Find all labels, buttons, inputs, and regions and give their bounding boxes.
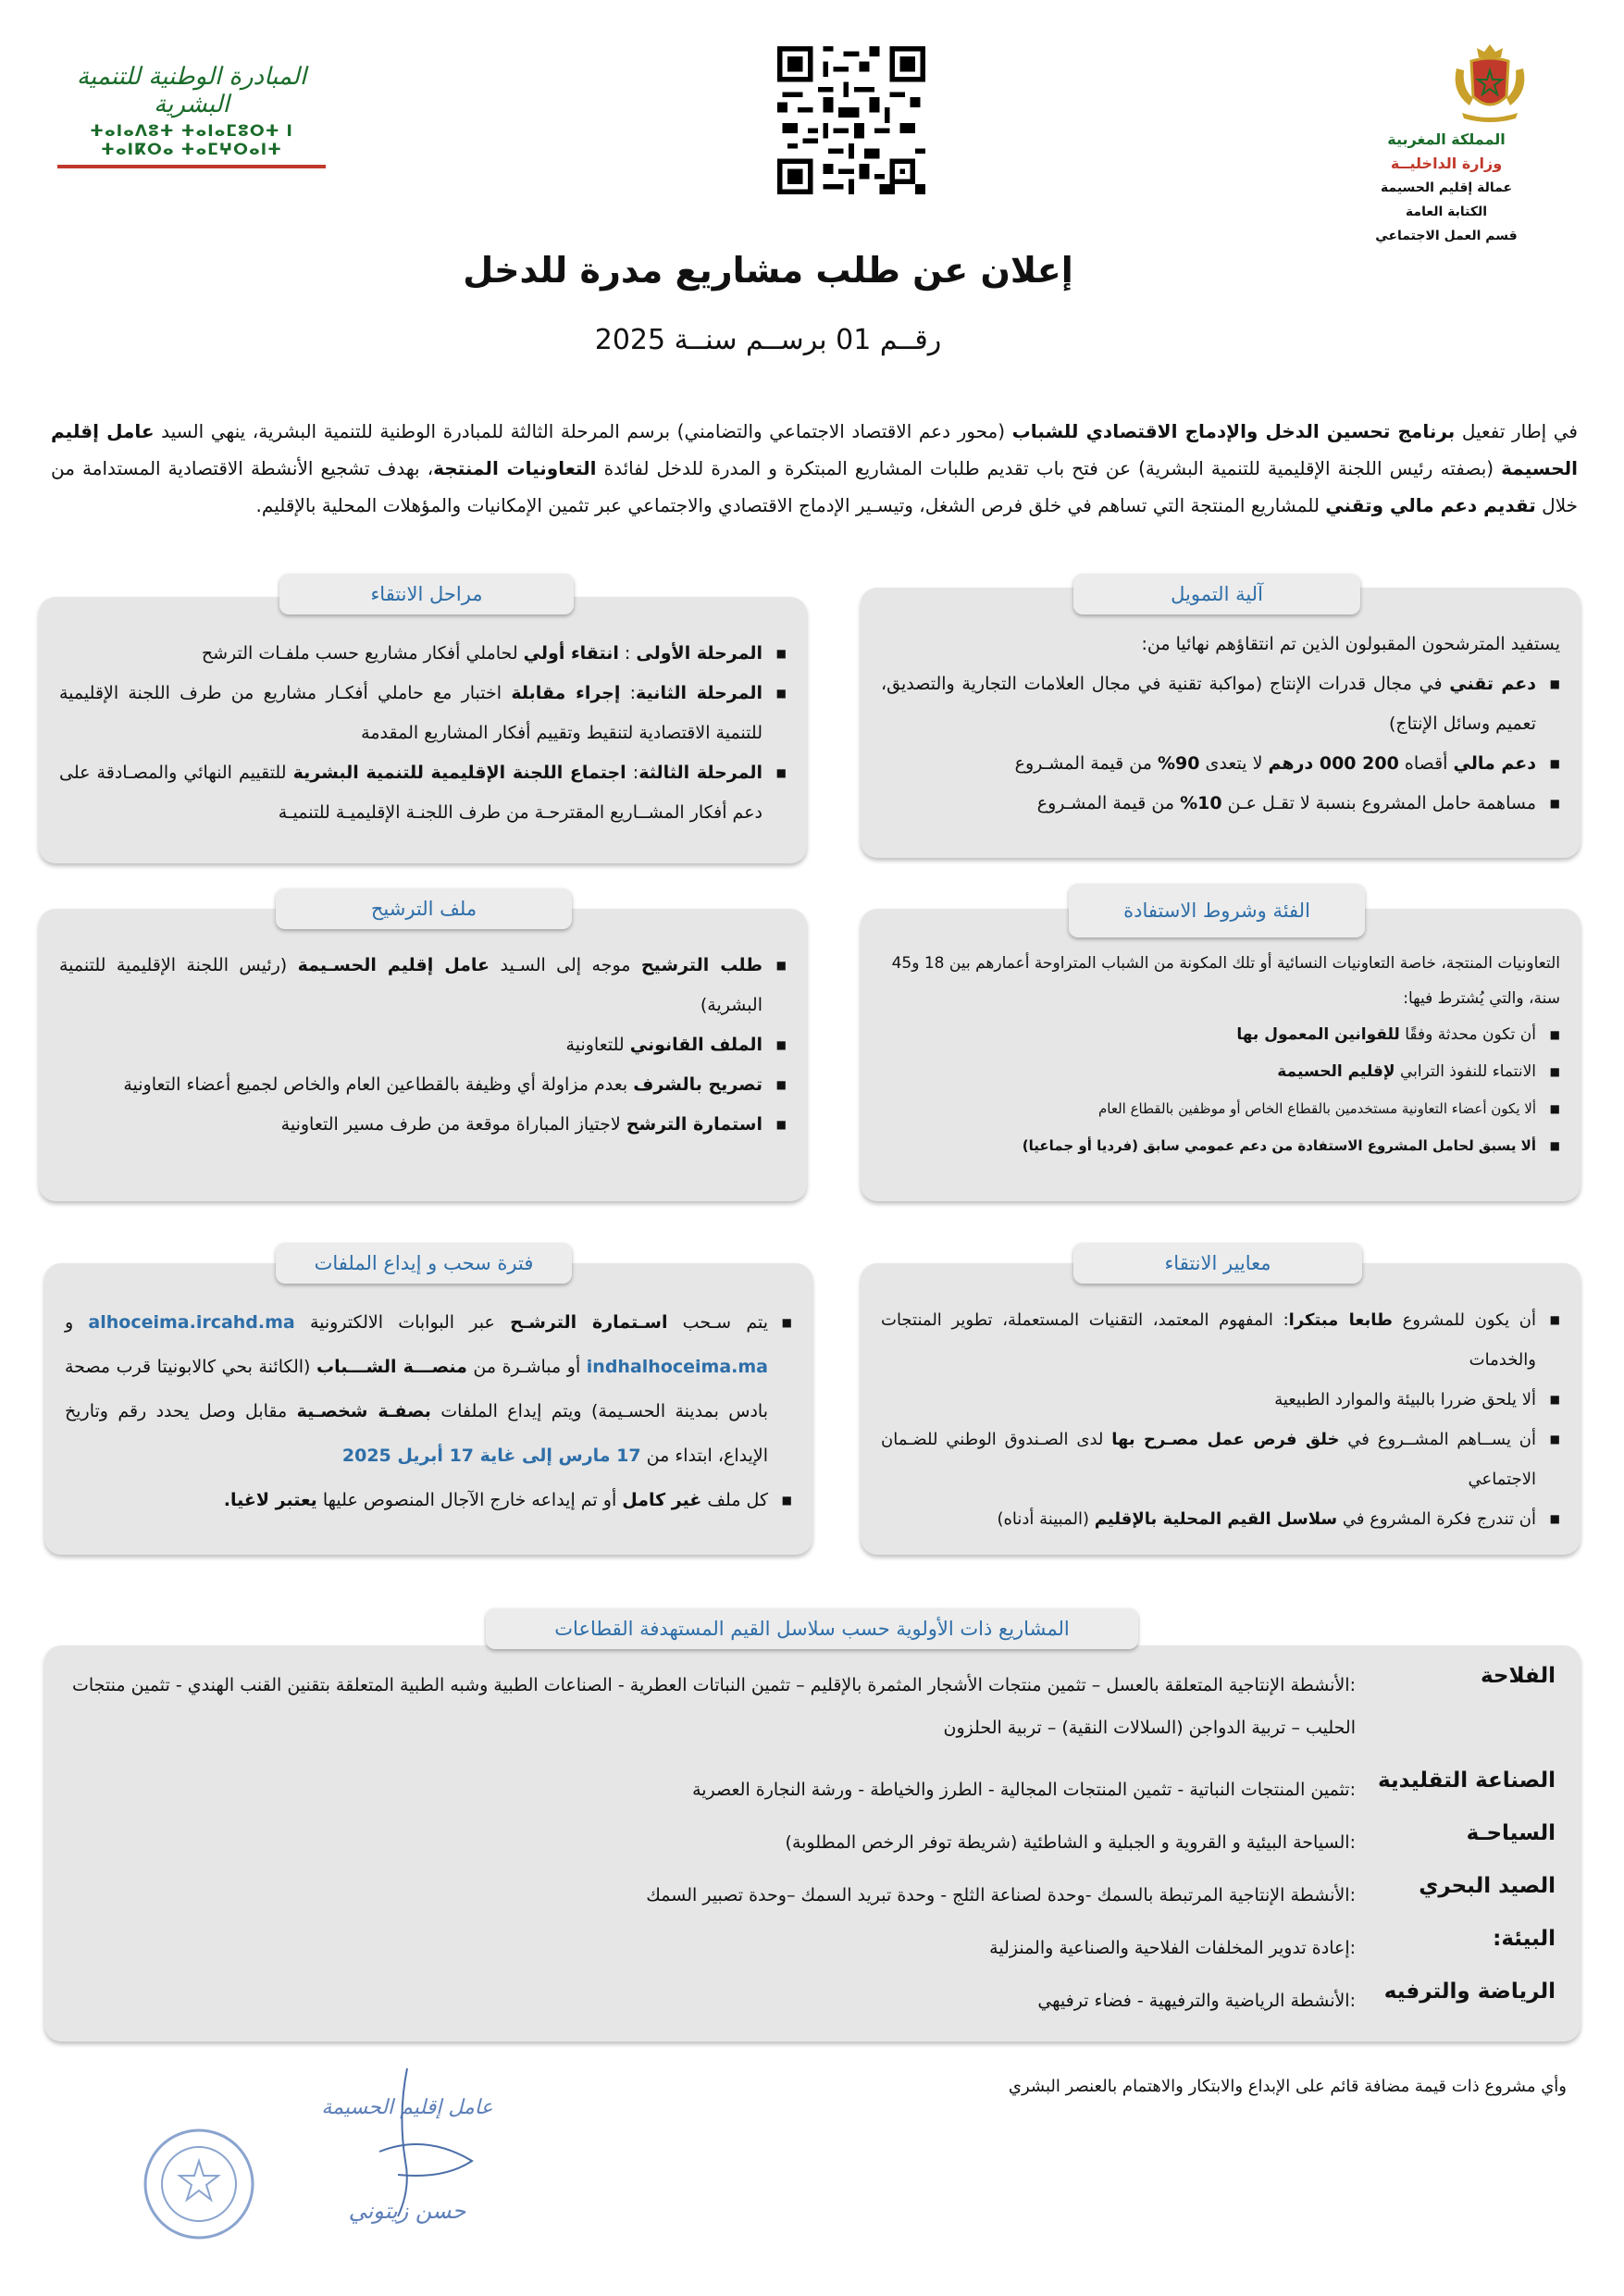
item-text: ألا يكون أعضاء التعاونية مستخدمين بالقطاع الخاص أو موظفين بالقطاع العام [1098,1100,1536,1117]
item-text: أن يكون للمشروع [1392,1310,1537,1330]
item-text: أو مباشـرة من [466,1357,587,1377]
list-item [881,1380,1560,1420]
application-file-panel [39,909,807,1201]
bold-text: إجراء مقابلة [511,683,621,703]
list-item [65,1478,792,1522]
criteria-list [881,1300,1560,1539]
bold-text: يعتبر لاغيا. [223,1490,317,1510]
bold-text: بصفـة شخصـية [296,1401,431,1421]
sector-name: الفلاحة [1480,1664,1556,1688]
item-text: (رئيس اللجنة الإقليمية للتنمية البشرية) [59,955,762,1015]
list-item [59,674,787,753]
bold-text: الملف القانوني [629,1035,762,1055]
list-item [881,1300,1560,1380]
priority-projects-tab: المشاريع ذات الأولوية حسب سلاسل القيم المستهدفة القطاعات [486,1608,1138,1649]
bold-text: تصريح بالشرف [633,1074,762,1095]
item-text: الانتماء للنفوذ الترابي [1395,1062,1536,1081]
intro-governor: عامل إقليم الحسيمة [51,420,1578,479]
sector-description: :السياحة البيئية و القروية و الجبلية و الشاطئية (شريطة توفر الرخص المطلوبة) [785,1832,1356,1853]
item-text: لدى الصـندوق الوطني للضـمان الاجتماعي [881,1430,1536,1489]
item-text: بعدم مزاولة أي وظيفة بالقطاعين العام والخاص لجميع أعضاء التعاونية [123,1074,634,1095]
selection-stages-tab: مراحل الانتقاء [279,574,574,614]
item-text: موجه إلى السـيد [490,955,641,975]
document-subtitle: رقــم 01 برســم سنــة 2025 [594,324,942,356]
intro-text: ، بهدف تشجيع الأنشطة الاقتصادية المستدامة من خلال [51,457,1578,516]
list-item [59,1065,787,1105]
list-item [881,784,1560,824]
sector-description: :الأنشطة الرياضية والترفيهية - فضاء ترفيهي [1037,1991,1356,2011]
bold-text: 200 000 درهم [1268,753,1399,774]
item-text: أن تندرج فكرة المشروع في [1337,1509,1536,1529]
list-item [881,1053,1560,1090]
item-text: : [618,643,637,664]
bold-text: طابعا مبتكرا [1288,1310,1393,1330]
bold-text: 10% [1180,793,1222,813]
bold-text: المرحلة الأولى [636,643,762,664]
intro-support: تقديم دعم مالي وتقني [1325,494,1536,516]
bold-text: سلاسل القيم المحلية بالإقليم [1094,1509,1338,1529]
stages-list [59,634,787,833]
portal-link-alhoceima[interactable]: alhoceima.ircahd.ma [88,1312,295,1333]
list-item [881,1420,1560,1499]
list-item [59,1105,787,1145]
sector-name: الصناعة التقليدية [1378,1769,1556,1793]
bold-text: المرحلة الثالثة [638,763,762,783]
sector-description: :الأنشطة الإنتاجية المرتبطة بالسمك -وحدة لصناعة الثلج - وحدة تبريد السمك –وحدة تصبير السمك [646,1885,1356,1905]
item-text: لحاملي أفكار مشاريع حسب ملفـات الترشح [201,643,524,664]
list-item [65,1300,792,1478]
bold-text: لإقليم الحسيمة [1277,1062,1395,1081]
list-item [59,753,787,833]
qr-code-icon [773,46,930,194]
bold-text: دعم مالي [1453,753,1536,774]
bold-text: منصـــة الشـــباب [316,1357,467,1377]
submission-panel [44,1263,812,1555]
indh-logo-arabic: المبادرة الوطنية للتنمية البشرية [76,63,307,118]
sector-description: :الأنشطة الإنتاجية المتعلقة بالعسل – تثمين منتجات الأشجار المثمرة بالإقليم – تثمين النباتات العطرية - الصناعات الطبية وشبه الطبية المتعلقة بتقنين القنب الهندي - تثمين منتجات الحليب – تربية الدواجن (السلالات النقية) – تربية الحلزون [72,1675,1356,1738]
intro-paragraph [51,413,1578,524]
sector-description: :تثمين المنتجات النباتية - تثمين المنتجات المجالية - الطرز والخياطة - ورشة النجارة العصرية [692,1780,1356,1800]
list-item [881,744,1560,784]
item-text: مقابل وصل يحدد رقم وتاريخ الإيداع، ابتداء من [65,1401,768,1466]
bold-text: انتقاء أولي [523,643,619,664]
signatory-name: حسن زيتوني [348,2198,466,2224]
funding-tab: آلية التمويل [1073,574,1360,614]
eligibility-tab: الفئة وشروط الاستفادة [1069,884,1365,937]
portal-link-indh[interactable]: indhalhoceima.ma [586,1357,768,1377]
item-text: أن يســاهم المشــروع في [1339,1430,1536,1449]
list-item [881,1499,1560,1539]
application-file-tab: ملف الترشيح [276,888,572,929]
intro-text: (بصفته رئيس اللجنة الإقليمية للتنمية البشرية) عن فتح باب تقديم طلبات المشاريع المبتكرة و المدرة للدخل لفائدة [596,457,1502,479]
list-item [881,664,1560,744]
document-title: إعلان عن طلب مشاريع مدرة للدخل [463,250,1073,291]
bold-text: اجتماع اللجنة الإقليمية للتنمية البشرية [292,763,626,783]
item-text: في مجال قدرات الإنتاج (مواكبة تقنية في مجال العلامات التجارية والتصديق، تعميم وسائل الإنتاج) [881,674,1536,734]
item-text: من قيمة المشـروع [1036,793,1181,813]
item-text: للتعاونية [565,1035,630,1055]
item-text: أقصاه [1398,753,1454,774]
ministry-label: وزارة الداخليــة [1390,155,1503,172]
intro-text: في إطار تفعيل [1455,420,1578,442]
signature-title: عامل إقليم الحسيمة [321,2096,493,2119]
item-text: من قيمة المشـروع [1014,753,1158,774]
bold-text: ألا يسبق لحامل المشروع الاستفادة من دعم عمومي سابق (فرديا أو جماعيا) [1022,1137,1536,1154]
eligibility-list [881,1016,1560,1164]
item-text: : المفهوم المعتمد، التقنيات المستعملة، تطوير المنتجات والخدمات [881,1310,1536,1370]
bold-text: اسـتمارة الترشـح [510,1312,668,1333]
list-item [59,634,787,674]
royal-emblem-icon [1444,41,1536,124]
item-text: : [626,763,639,783]
list-item [59,1025,787,1065]
issuing-authority [1333,128,1560,248]
kingdom-label: المملكة المغربية [1387,130,1506,148]
division-label: قسم العمل الاجتماعي [1375,229,1518,243]
sector-row [51,1769,1568,1811]
intro-program-name: برنامج تحسين الدخل والإدماج الاقتصادي للشباب [1011,420,1456,442]
item-text: : [620,683,637,703]
list-item [881,1090,1560,1127]
official-stamp-icon [139,2124,259,2244]
funding-lead: يستفيد المترشحون المقبولون الذين تم انتقاؤهم نهائيا من: [1141,634,1560,654]
intro-cooperatives: التعاونيات المنتجة [433,457,597,479]
secretariat-label: الكتابة العامة [1405,205,1488,219]
item-text: عبر البوابات الالكترونية [294,1312,511,1333]
submission-dates: 17 مارس إلى غاية 17 أبريل 2025 [341,1446,641,1466]
footer-note: وأي مشروع ذات قيمة مضافة قائم على الإبداع والابتكار والاهتمام بالعنصر البشري [1008,2077,1567,2096]
item-text: لاجتياز المباراة موقعة من طرف مسير التعاونية [280,1114,626,1135]
bold-text: المرحلة الثانية [636,683,762,703]
item-text: (الكائنة بحي كالابونيتا قرب مصحة بادس بمدينة الحسـيمة) ويتم إيداع الملفات [65,1357,768,1421]
province-label: عمالة إقليم الحسيمة [1380,180,1513,195]
item-text: لا يتعدى [1199,753,1269,774]
bold-text: استمارة الترشح [626,1114,762,1135]
list-item [59,946,787,1025]
sector-name: البيئة: [1493,1927,1556,1951]
item-text: يتم سـحب [667,1312,768,1333]
sector-name: الرياضة والترفيه [1383,1980,1556,2004]
list-item [881,1127,1560,1164]
sector-name: الصيد البحري [1419,1874,1556,1898]
selection-criteria-tab: معايير الانتقاء [1073,1243,1362,1284]
sector-name: السياحـة [1466,1821,1556,1845]
bold-text: 90% [1157,753,1200,774]
sector-row [51,1664,1568,1749]
sector-description: :إعادة تدوير المخلفات الفلاحية والصناعية والمنزلية [989,1938,1356,1958]
item-text: و [65,1312,89,1333]
funding-panel [861,588,1581,858]
bold-text: عامل إقليم الحسـيمة [297,955,490,975]
intro-text: للمشاريع المنتجة التي تساهم في خلق فرص الشغل، وتيسـير الإدماج الاقتصادي والاجتماعي عبر تثمين الإمكانيات والمؤهلات المحلية بالإقليم. [255,494,1326,516]
sector-row [51,1874,1568,1917]
signature-block [139,2050,527,2290]
intro-text: (محور دعم الاقتصاد الاجتماعي والتضامني) برسم المرحلة الثالثة للمبادرة الوطنية للتنمية البشرية، ينهي السيد [154,420,1012,442]
item-text: كل ملف [701,1490,768,1510]
indh-logo-rule [57,165,326,168]
bold-text: خلق فرص عمل مصـرح بها [1111,1430,1340,1449]
item-text: للتقييم النهائي والمصـادقة على دعم أفكار المشــاريع المقترحـة من طرف اللجنـة الإقليميـة للتنميـة [59,763,762,823]
application-file-list [59,946,787,1145]
submission-tab: فترة سحب و إيداع الملفات [276,1243,572,1284]
bold-text: غير كامل [622,1490,702,1510]
item-text: أن تكون محدثة وفقًا [1399,1025,1536,1044]
selection-criteria-panel [861,1263,1581,1555]
bold-text: دعم تقني [1449,674,1536,694]
eligibility-lead: التعاونيات المنتجة، خاصة التعاونيات النسائية أو تلك المكونة من الشباب المتراوحة أعمارهم بين 18 و45 سنة، والتي يُشترط فيها: [891,954,1560,1008]
item-text: (المبينة أدناه) [997,1509,1095,1529]
submission-list [65,1300,792,1522]
sector-row [51,1927,1568,1969]
list-item [881,1016,1560,1053]
sector-row [51,1821,1568,1864]
eligibility-panel [861,909,1581,1201]
indh-logo-tifinagh: ⵜⴰⵏⴰⴷⵓⵜ ⵜⴰⵏⴰⵎⵓⵔⵜ ⵏ ⵜⴰⵏⴽⵔⴰ ⵜⴰⵎⵖⵔⴰⵏⵜ [90,122,293,159]
item-text: مساهمة حامل المشروع بنسبة لا تقـل عـن [1221,793,1536,813]
sector-row [51,1980,1568,2022]
bold-text: طلب الترشيح [640,955,762,975]
item-text: أو تم إيداعه خارج الآجال المنصوص عليها [316,1490,623,1510]
selection-stages-panel [39,597,807,863]
indh-logo [57,63,326,159]
bold-text: للقوانين المعمول بها [1236,1025,1400,1044]
funding-list [881,664,1560,824]
item-text: ألا يلحق ضررا بالبيئة والموارد الطبيعية [1274,1390,1536,1409]
item-text: اختبار مع حاملي أفكـار مشاريع من طرف اللجنة الإقليمية للتنمية الاقتصادية لتنقيط وتقييم أفكار المشاريع المقدمة [59,683,762,743]
